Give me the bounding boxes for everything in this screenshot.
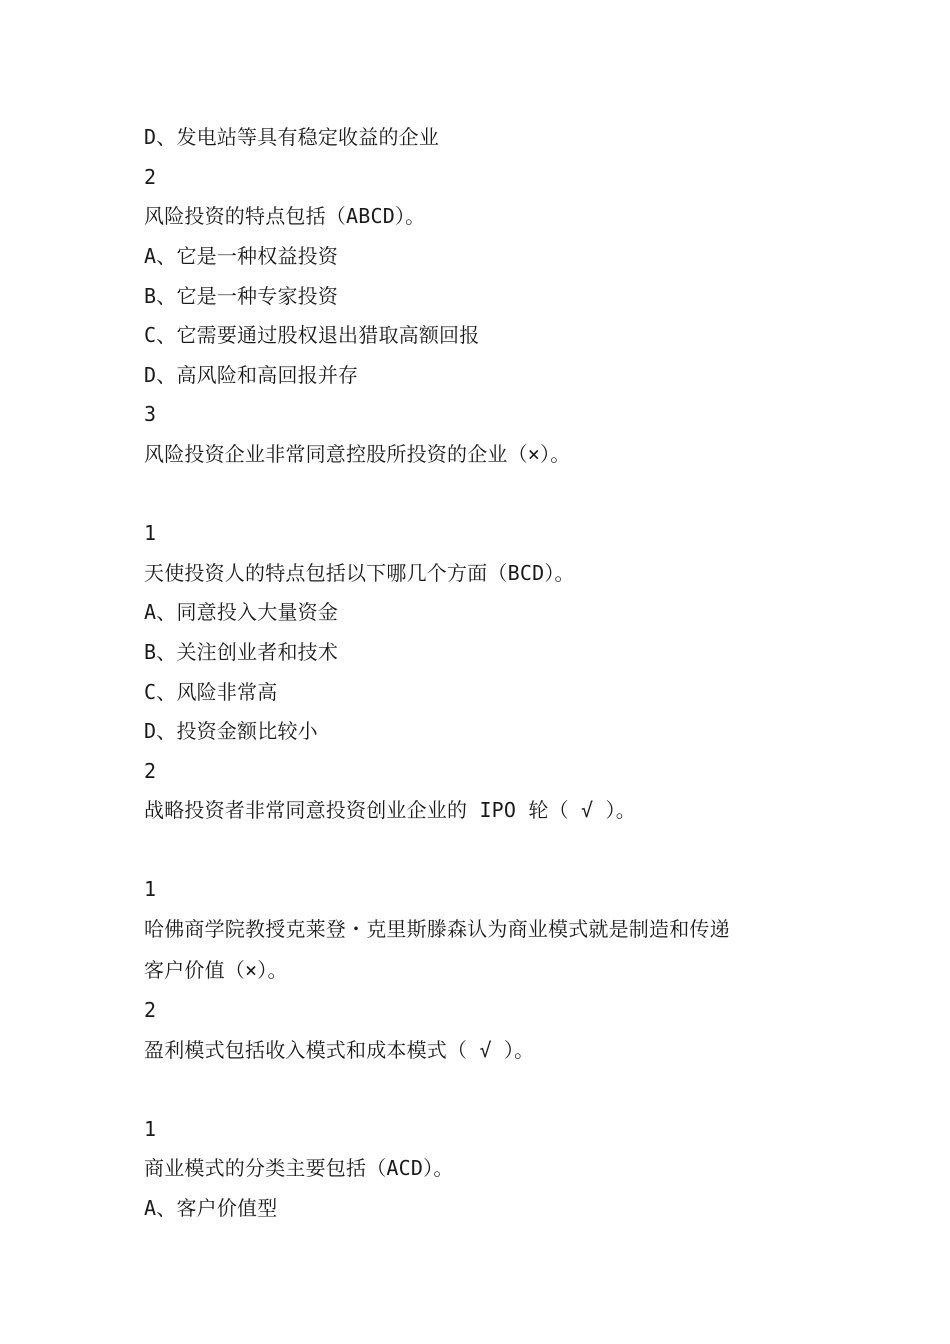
option-line: A、客户价值型 xyxy=(144,1196,278,1220)
option-line: D、发电站等具有稳定收益的企业 xyxy=(144,125,440,149)
question-number: 2 xyxy=(144,998,157,1022)
option-line: B、它是一种专家投资 xyxy=(144,284,339,308)
question-text: 商业模式的分类主要包括（ACD）。 xyxy=(144,1156,454,1180)
question-number: 2 xyxy=(144,165,157,189)
question-number: 3 xyxy=(144,402,157,426)
question-text: 盈利模式包括收入模式和成本模式（ √ ）。 xyxy=(144,1038,535,1062)
question-number: 1 xyxy=(144,877,157,901)
question-text: 天使投资人的特点包括以下哪几个方面（BCD）。 xyxy=(144,561,575,585)
option-line: A、同意投入大量资金 xyxy=(144,600,339,624)
question-number: 2 xyxy=(144,759,157,783)
option-line: B、关注创业者和技术 xyxy=(144,640,339,664)
question-number: 1 xyxy=(144,1117,157,1141)
option-line: D、高风险和高回报并存 xyxy=(144,363,359,387)
question-text-continued: 客户价值（×）。 xyxy=(144,958,288,982)
option-line: D、投资金额比较小 xyxy=(144,719,318,743)
question-text: 哈佛商学院教授克莱登・克里斯滕森认为商业模式就是制造和传递 xyxy=(144,917,730,941)
question-text: 战略投资者非常同意投资创业企业的 IPO 轮（ √ ）。 xyxy=(144,798,636,822)
question-text: 风险投资的特点包括（ABCD）。 xyxy=(144,204,426,228)
option-line: C、风险非常高 xyxy=(144,680,278,704)
question-text: 风险投资企业非常同意控股所投资的企业（×）。 xyxy=(144,442,571,466)
option-line: C、它需要通过股权退出猎取高额回报 xyxy=(144,323,480,347)
question-number: 1 xyxy=(144,521,157,545)
option-line: A、它是一种权益投资 xyxy=(144,244,339,268)
